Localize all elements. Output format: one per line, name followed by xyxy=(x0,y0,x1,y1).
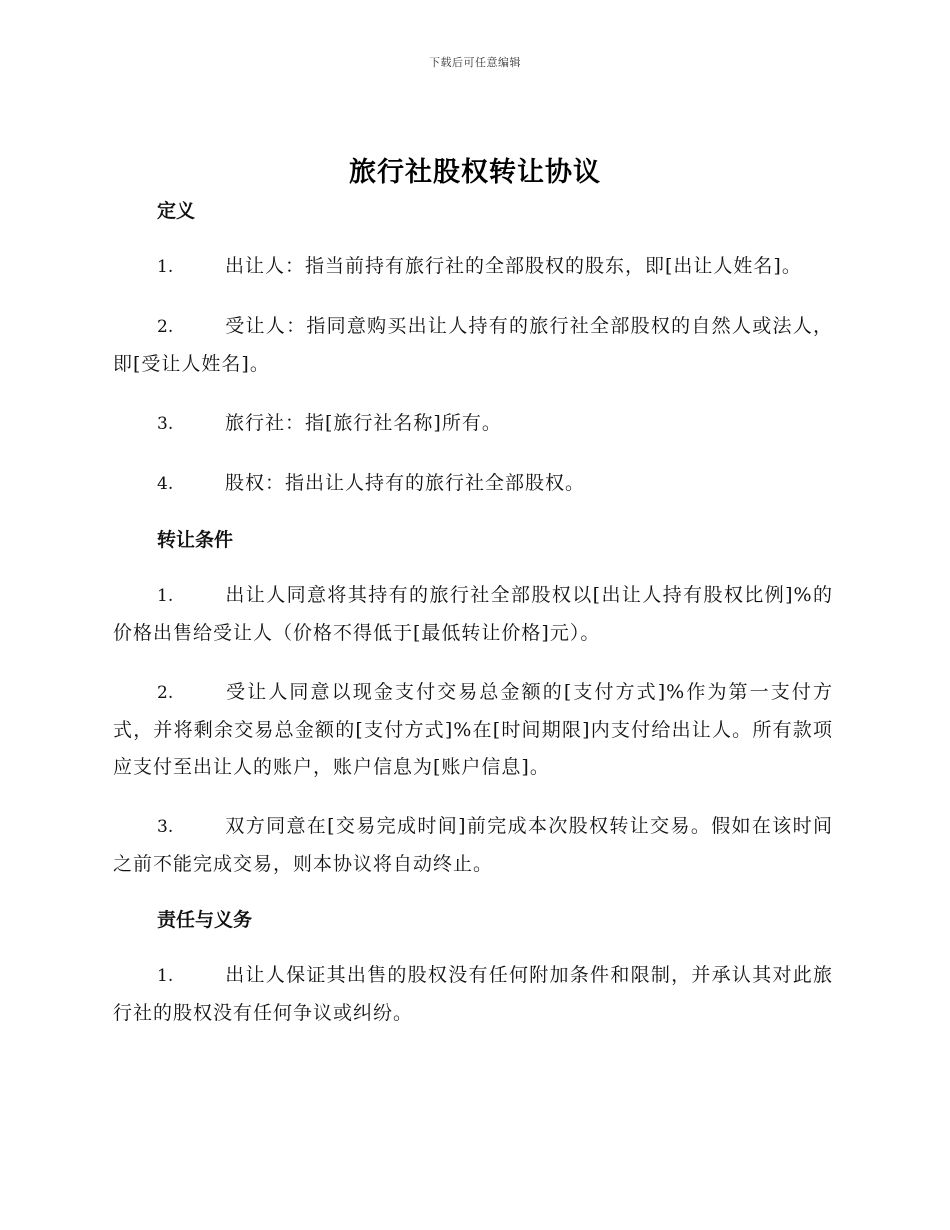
document-title: 旅行社股权转让协议 xyxy=(349,157,601,188)
clause-text: 旅行社：指[旅行社名称]所有。 xyxy=(225,412,502,434)
clause xyxy=(113,957,833,1032)
clause-text: 股权：指出让人持有的旅行社全部股权。 xyxy=(225,472,586,494)
clause-text: 出让人：指当前持有旅行社的全部股权的股东，即[出让人姓名]。 xyxy=(225,255,802,277)
header-note: 下载后可任意编辑 xyxy=(429,56,521,69)
clause xyxy=(113,465,833,503)
clause-number: 1. xyxy=(157,586,174,606)
clause xyxy=(113,674,833,786)
clause xyxy=(113,248,833,286)
clause xyxy=(113,308,833,383)
section-heading: 转让条件 xyxy=(157,529,234,551)
clause-text: 出让人同意将其持有的旅行社全部股权以[出让人持有股权比例]%的价格出售给受让人（价格不得低于[最低转让价格]元）。 xyxy=(113,584,833,644)
section-transfer-conditions xyxy=(113,525,833,883)
clause-number: 2. xyxy=(157,317,174,337)
clause-text: 双方同意在[交易完成时间]前完成本次股权转让交易。假如在该时间之前不能完成交易，则本协议将自动终止。 xyxy=(113,815,833,875)
clause-number: 2. xyxy=(157,683,174,703)
document-body xyxy=(113,196,833,1054)
clause xyxy=(113,577,833,652)
clause-number: 4. xyxy=(157,474,174,494)
clause-number: 3. xyxy=(157,817,174,837)
clause xyxy=(113,808,833,883)
clause-number: 1. xyxy=(157,257,174,277)
clause xyxy=(113,405,833,443)
clause-text: 受让人同意以现金支付交易总金额的[支付方式]%作为第一支付方式，并将剩余交易总金额的[支付方式]%在[时间期限]内支付给出让人。所有款项应支付至出让人的账户，账户信息为[账户信息]。 xyxy=(113,681,833,778)
section-definitions xyxy=(113,196,833,503)
clause-text: 受让人：指同意购买出让人持有的旅行社全部股权的自然人或法人，即[受让人姓名]。 xyxy=(113,315,833,375)
clause-number: 1. xyxy=(157,966,174,986)
clause-number: 3. xyxy=(157,414,174,434)
section-heading: 责任与义务 xyxy=(157,909,253,931)
clause-text: 出让人保证其出售的股权没有任何附加条件和限制，并承认其对此旅行社的股权没有任何争议或纠纷。 xyxy=(113,964,833,1024)
section-heading: 定义 xyxy=(157,200,196,222)
section-responsibilities xyxy=(113,905,833,1032)
